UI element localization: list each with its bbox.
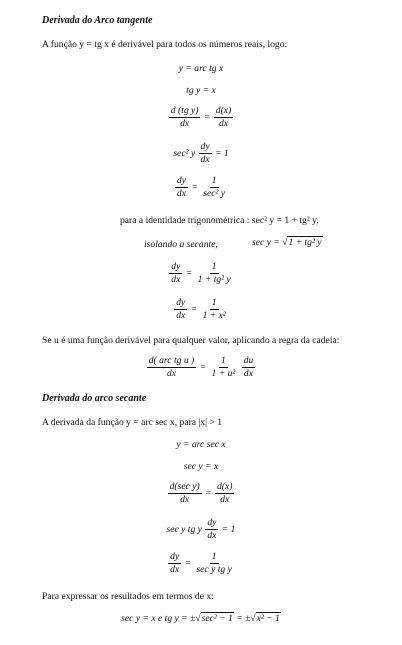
section-heading-arcsec: Derivada do arco secante [42,393,147,404]
denominator: dx [171,274,181,286]
eq-term: = 1 [221,523,236,535]
fraction [215,482,234,505]
denominator: dx [180,118,190,130]
eq-y-arctg: y = arc tg x [178,63,224,74]
numerator: dy [169,262,182,274]
denominator: dx [243,368,253,380]
numerator: dy [175,176,188,188]
denominator: dx [218,118,229,130]
denominator: 1 + x² [202,310,226,322]
fraction [242,356,256,379]
eq-term: sec² y [173,147,196,159]
denominator: sec² y [203,188,226,200]
sqrt-icon: √ [195,613,201,624]
denominator: dx [200,154,210,166]
fraction [210,356,238,379]
denominator: dx [176,188,186,200]
identity-text: para a identidade trigonométrica : sec² y = 1 + tg² y, [120,215,319,226]
fraction [196,262,233,285]
fraction [194,552,233,575]
eq-term: sec y tg y [166,523,202,535]
numerator: 1 [210,298,219,310]
intro-arcsec: A derivada da função y = arc sec x, para |x| > 1 [42,417,223,428]
sqrt-icon: √ [282,237,288,248]
numerator: 1 [210,552,219,564]
eq-y-arcsec: y = arc sec x [176,439,226,450]
eq-dy-dx-tg: $\frac{dy}{dx}$ = $\frac{1}{\text{1 + tg² y}}$ [171,261,231,286]
fraction [175,176,188,199]
numerator: du [242,356,256,368]
isolating-text: isolando a secante, [144,239,218,250]
denominator: dx [207,530,217,542]
chain-rule-text: Se u é uma função derivável para qualquer valor, aplicando a regra da cadeia: [42,335,340,346]
eq-term: sec y = [252,237,283,248]
denominator: dx [176,310,186,322]
numerator: 1 [219,356,228,368]
numerator: 1 [210,176,219,188]
denominator: dx [180,494,190,506]
sqrt-icon: √ [250,613,256,624]
fraction [205,518,218,541]
eq-derivative-both-sides: $\frac{\text{d (tg y)}}{dx}$ = $\frac{d(x)}{dx}$ [170,105,232,130]
eq-chain-rule: $\frac{\text{d( arc tg u )}}{dx}$ = $\frac{1}{\text{1 + u²}}$ $\frac{du}{dx}$ [148,355,254,380]
numerator: d( arc tg u ) [147,356,196,368]
numerator: dy [205,518,218,530]
denominator: dx [220,494,230,506]
numerator: dy [199,142,212,154]
fraction [168,482,202,505]
eq-sec2-dy [0,142,402,165]
numerator: dy [174,298,187,310]
fraction [199,142,212,165]
denominator: dx [170,564,180,576]
express-text: Para expressar os resultados em termos de x: [42,591,214,602]
radicand: sec² − 1 [201,613,233,624]
fraction [201,176,227,199]
fraction [169,106,201,129]
eq-term: = ± [233,613,251,624]
eq-dy-dx-sectg: $\frac{dy}{dx}$ = $\frac{1}{\text{sec y tg y}}$ [170,551,232,576]
denominator: dx [166,368,176,380]
eq-sec-tg-dy [0,518,402,541]
radicand: 1 + tg² y [288,237,322,248]
eq-dy-dx-sec: $\frac{dy}{dx}$ = $\frac{1}{\text{sec² y}}$ [176,175,226,200]
section-heading-arctan: Derivada do Arco tangente [42,15,153,26]
denominator: sec y tg y [196,564,232,576]
numerator: d(x) [215,482,234,494]
fraction [147,356,196,379]
fraction [201,298,228,321]
numerator: d (tg y) [169,106,201,118]
numerator: d(sec y) [168,482,202,494]
isolating-eq [252,238,323,248]
eq-derivative-sec: $\frac{\text{d(sec y)}}{dx}$ = $\frac{d(x)}{dx}$ [169,481,233,506]
eq-final [0,614,402,624]
eq-term: sec y = x e tg y = ± [121,613,196,624]
fraction [174,298,187,321]
eq-tg-y: tg y = x [186,85,216,96]
numerator: dy [168,552,181,564]
numerator: 1 [210,262,219,274]
radicand: x² − 1 [256,613,280,624]
eq-dy-dx-x2: $\frac{dy}{dx}$ = $\frac{1}{\text{1 + x²}}$ [176,297,226,322]
denominator: 1 + u² [211,368,236,380]
numerator: d(x) [214,106,233,118]
fraction [214,106,233,129]
fraction [169,262,182,285]
fraction [168,552,181,575]
intro-arctan: A função y = tg x é derivável para todos os números reais, logo: [42,39,288,50]
eq-sec-y: sec y = x [183,461,219,472]
eq-term: = 1 [215,147,229,159]
denominator: 1 + tg² y [197,274,231,286]
